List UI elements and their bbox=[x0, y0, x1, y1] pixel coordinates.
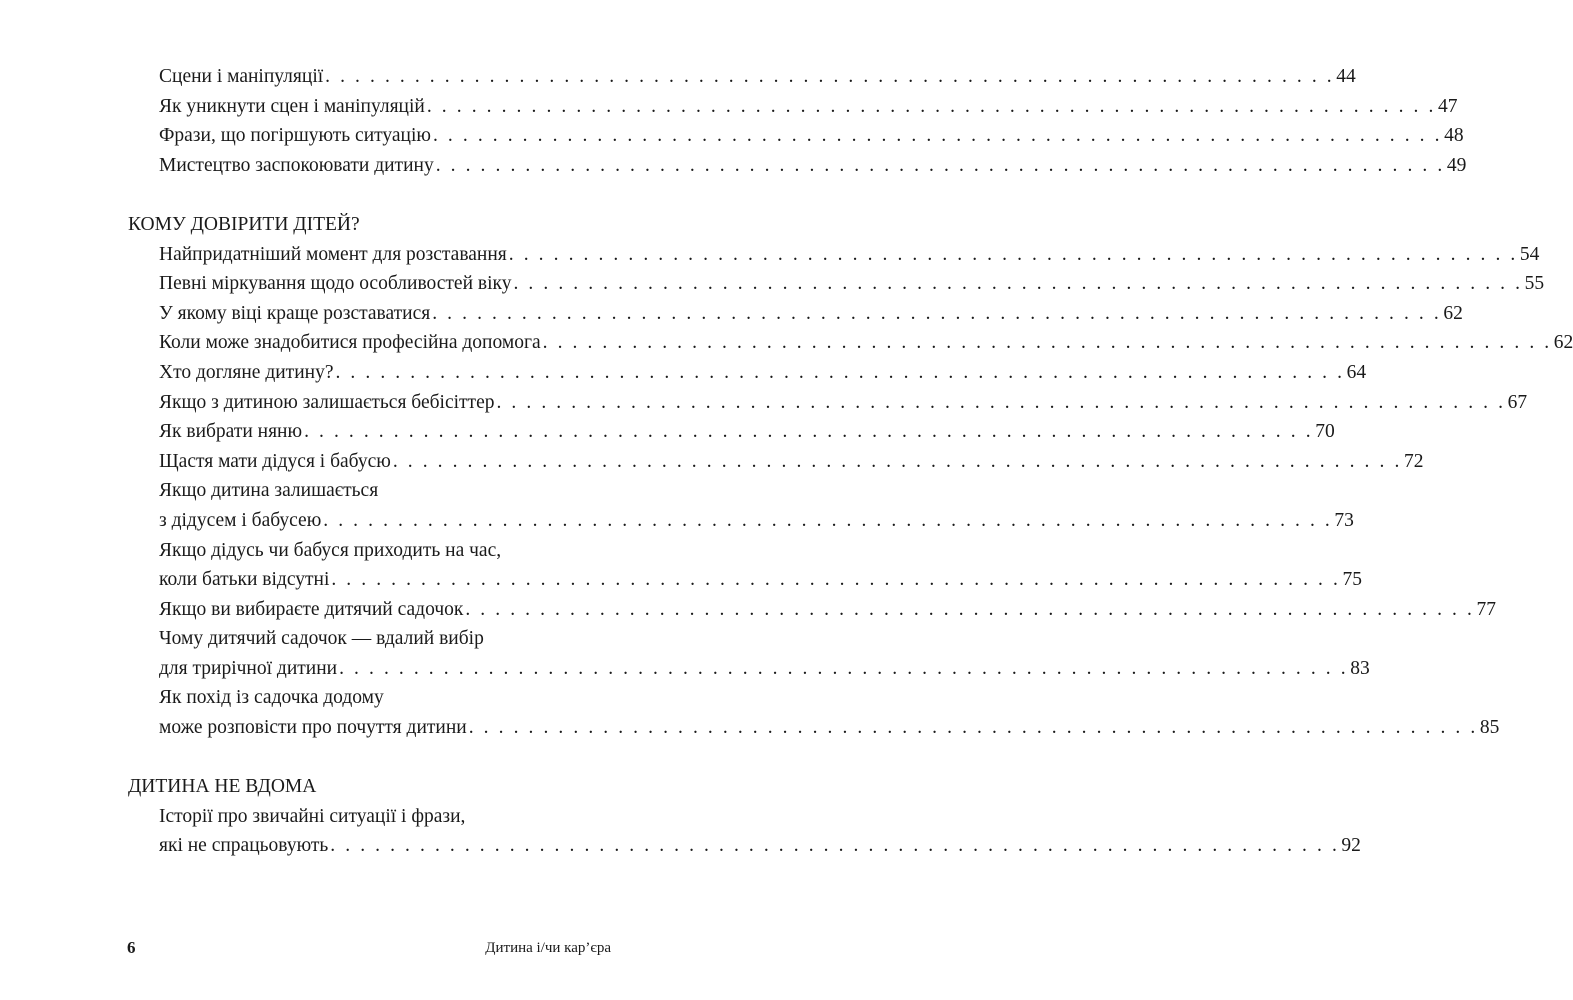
toc-entry-title: коли батьки відсутні bbox=[159, 569, 330, 591]
toc-entry-page: 73 bbox=[1334, 509, 1354, 531]
toc-entry-page: 75 bbox=[1342, 569, 1362, 591]
toc-entry-title: Певні міркування щодо особливостей віку bbox=[159, 273, 512, 295]
toc-entry-title-line1: Якщо дідусь чи бабуся приходить на час, bbox=[159, 539, 502, 561]
toc-entry-line1 bbox=[0, 476, 728, 506]
toc-entry-page: 67 bbox=[1507, 391, 1528, 413]
toc-entry bbox=[0, 358, 1367, 388]
leader-dots: . . . . . . . . . . . . . . . . . . . . . . . . . . . . . . . . . . . . . . . . . . . . . . . . . . . . . . . . . . . . . . . . . . . . bbox=[513, 273, 1523, 295]
toc-entry-title: Сцени і маніпуляції bbox=[159, 66, 324, 87]
leader-dots: . . . . . . . . . . . . . . . . . . . . . . . . . . . . . . . . . . . . . . . . . . . . . . . . . . . . . . . . . . . . . . . . . . . . bbox=[432, 302, 1442, 324]
toc-entry-title: може розповісти про почуття дитини bbox=[159, 717, 467, 739]
leader-dots: . . . . . . . . . . . . . . . . . . . . . . . . . . . . . . . . . . . . . . . . . . . . . . . . . . . . . . . . . . . . . . . . . . . . bbox=[496, 391, 1506, 413]
leader-dots: . . . . . . . . . . . . . . . . . . . . . . . . . . . . . . . . . . . . . . . . . . . . . . . . . . . . . . . . . . . . . . . . . . . . bbox=[465, 598, 1475, 620]
leader-dots: . . . . . . . . . . . . . . . . . . . . . . . . . . . . . . . . . . . . . . . . . . . . . . . . . . . . . . . . . . . . . . . . . . . . bbox=[542, 332, 1552, 354]
page-number: 6 bbox=[127, 938, 136, 957]
toc-entry-title-line1: Якщо дитина залишається bbox=[159, 480, 379, 502]
toc-entry bbox=[0, 565, 1362, 595]
toc-entry bbox=[0, 240, 1540, 270]
toc-entry bbox=[0, 417, 1335, 447]
leader-dots: . . . . . . . . . . . . . . . . . . . . . . . . . . . . . . . . . . . . . . . . . . . . . . . . . . . . . . . . . . . . . . . . . . . . bbox=[323, 509, 1333, 531]
toc-entry bbox=[0, 388, 1528, 418]
toc-entry bbox=[0, 447, 1424, 477]
leader-dots: . . . . . . . . . . . . . . . . . . . . . . . . . . . . . . . . . . . . . . . . . . . . . . . . . . . . . . . . . . . . . . . . . . . . bbox=[325, 66, 1335, 87]
toc-entry-title: для трирічної дитини bbox=[159, 657, 338, 679]
running-footer-title: Дитина і/чи кар’єра bbox=[485, 940, 611, 956]
toc-entry-title: Якщо ви вибираєте дитячий садочок bbox=[159, 598, 464, 620]
toc-entry-page: 62 bbox=[1553, 332, 1573, 354]
toc-entry bbox=[0, 831, 1361, 861]
leader-dots: . . . . . . . . . . . . . . . . . . . . . . . . . . . . . . . . . . . . . . . . . . . . . . . . . . . . . . . . . . . . . . . . . . . . bbox=[335, 361, 1345, 383]
toc-entry-page: 49 bbox=[1446, 154, 1467, 176]
toc-entry-page: 70 bbox=[1315, 421, 1335, 443]
toc-entry-title-line1: Історії про звичайні ситуації і фрази, bbox=[159, 805, 466, 827]
leader-dots: . . . . . . . . . . . . . . . . . . . . . . . . . . . . . . . . . . . . . . . . . . . . . . . . . . . . . . . . . . . . . . . . . . . . bbox=[435, 154, 1445, 176]
toc-entry-title: Як вибрати няню bbox=[159, 421, 303, 443]
leader-dots: . . . . . . . . . . . . . . . . . . . . . . . . . . . . . . . . . . . . . . . . . . . . . . . . . . . . . . . . . . . . . . . . . . . . bbox=[392, 450, 1402, 472]
leader-dots: . . . . . . . . . . . . . . . . . . . . . . . . . . . . . . . . . . . . . . . . . . . . . . . . . . . . . . . . . . . . . . . . . . . . bbox=[432, 125, 1443, 147]
toc-entry-title: Якщо з дитиною залишається бебісіттер bbox=[159, 391, 495, 413]
toc-entry-line1 bbox=[0, 624, 728, 654]
leader-dots: . . . . . . . . . . . . . . . . . . . . . . . . . . . . . . . . . . . . . . . . . . . . . . . . . . . . . . . . . . . . . . . . . . . . bbox=[468, 717, 1478, 739]
toc-entry-title: Коли може знадобитися професійна допомога bbox=[159, 332, 541, 354]
toc-entry-title: Фрази, що погіршують ситуацію bbox=[159, 125, 431, 147]
table-of-contents bbox=[0, 62, 1573, 861]
toc-entry-line1 bbox=[0, 536, 728, 566]
toc-entry-title-line1: Чому дитячий садочок — вдалий вибір bbox=[159, 628, 484, 650]
toc-entry-title: Хто догляне дитину? bbox=[159, 361, 334, 383]
toc-section bbox=[0, 210, 728, 240]
toc-entry-line1 bbox=[0, 802, 728, 832]
toc-entry-title: У якому віці краще розставатися bbox=[159, 302, 431, 324]
toc-entry-page: 83 bbox=[1350, 657, 1370, 679]
toc-entry-title: з дідусем і бабусею bbox=[159, 509, 322, 531]
leader-dots: . . . . . . . . . . . . . . . . . . . . . . . . . . . . . . . . . . . . . . . . . . . . . . . . . . . . . . . . . . . . . . . . . . . . bbox=[339, 657, 1349, 679]
toc-entry-page: 92 bbox=[1341, 835, 1361, 857]
toc-entry-page: 64 bbox=[1346, 361, 1367, 383]
toc-entry-page: 55 bbox=[1524, 273, 1545, 295]
toc-entry-page: 72 bbox=[1403, 450, 1424, 472]
section-heading: ДИТИНА НЕ ВДОМА bbox=[128, 776, 317, 798]
toc-entry-page: 48 bbox=[1444, 125, 1464, 147]
toc-entry-title: Найпридатніший момент для розставання bbox=[159, 243, 507, 265]
section-heading: КОМУ ДОВІРИТИ ДІТЕЙ? bbox=[128, 213, 360, 235]
toc-section bbox=[0, 772, 728, 802]
toc-entry-title-line1: Як похід із садочка додому bbox=[159, 687, 384, 709]
toc-entry-line1 bbox=[0, 683, 728, 713]
toc-entry bbox=[0, 506, 1354, 536]
toc-entry-title: Як уникнути сцен і маніпуляцій bbox=[159, 95, 425, 117]
toc-entry bbox=[0, 121, 1464, 151]
toc-entry bbox=[0, 654, 1370, 684]
toc-entry bbox=[0, 151, 1467, 181]
toc-entry-title: Щастя мати дідуся і бабусю bbox=[159, 450, 391, 472]
toc-entry bbox=[0, 269, 1545, 299]
toc-entry-page: 54 bbox=[1519, 243, 1540, 265]
toc-entry bbox=[0, 713, 1500, 743]
toc-entry-page: 77 bbox=[1476, 598, 1496, 620]
toc-entry-page: 85 bbox=[1479, 717, 1500, 739]
leader-dots: . . . . . . . . . . . . . . . . . . . . . . . . . . . . . . . . . . . . . . . . . . . . . . . . . . . . . . . . . . . . . . . . . . . . bbox=[426, 95, 1436, 117]
toc-entry bbox=[0, 299, 1463, 329]
toc-entry bbox=[0, 62, 1356, 92]
toc-entry-title: які не спрацьовують bbox=[159, 835, 329, 857]
toc-entry-page: 62 bbox=[1443, 302, 1463, 324]
toc-entry bbox=[0, 328, 1573, 358]
leader-dots: . . . . . . . . . . . . . . . . . . . . . . . . . . . . . . . . . . . . . . . . . . . . . . . . . . . . . . . . . . . . . . . . . . . . bbox=[330, 835, 1340, 857]
toc-entry-page: 47 bbox=[1437, 95, 1458, 117]
toc-entry bbox=[0, 595, 1496, 625]
toc-entry bbox=[0, 92, 1458, 122]
leader-dots: . . . . . . . . . . . . . . . . . . . . . . . . . . . . . . . . . . . . . . . . . . . . . . . . . . . . . . . . . . . . . . . . . . . . bbox=[304, 421, 1314, 443]
toc-entry-title: Мистецтво заспокоювати дитину bbox=[159, 154, 434, 176]
leader-dots: . . . . . . . . . . . . . . . . . . . . . . . . . . . . . . . . . . . . . . . . . . . . . . . . . . . . . . . . . . . . . . . . . . . . bbox=[508, 243, 1518, 265]
toc-entry-page: 44 bbox=[1336, 66, 1356, 87]
leader-dots: . . . . . . . . . . . . . . . . . . . . . . . . . . . . . . . . . . . . . . . . . . . . . . . . . . . . . . . . . . . . . . . . . . . . bbox=[331, 569, 1341, 591]
